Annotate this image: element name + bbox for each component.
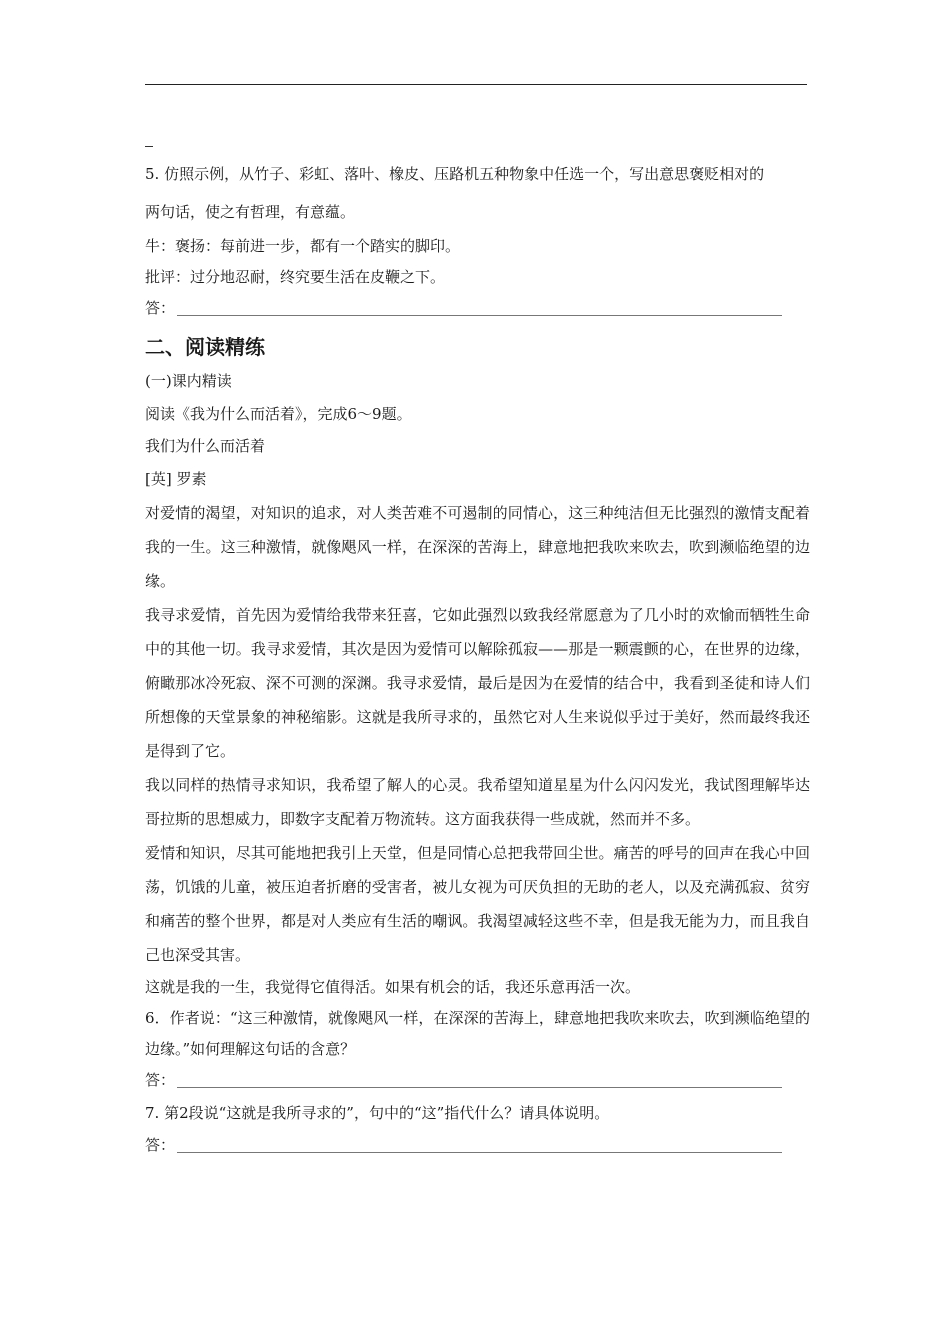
question-7-answer-row [145, 1130, 810, 1161]
question-7-text: 7. 第2段说“这就是我所寻求的”，句中的“这”指代什么？请具体说明。 [145, 1104, 610, 1122]
question-6-answer-row [145, 1065, 810, 1096]
reading-instruction: 阅读《我为什么而活着》，完成6～9题。 [145, 405, 412, 423]
question-5-line-2: 两句话，使之有哲理，有意蕴。 [145, 203, 356, 221]
article-paragraph-1: 对爱情的渴望，对知识的追求，对人类苦难不可遏制的同情心，这三种纯洁但无比强烈的激情支配着我的一生。这三种激情，就像飓风一样，在深深的苦海上，肆意地把我吹来吹去，吹到濒临绝望的边缘。 [145, 504, 810, 590]
article-paragraph-5: 这就是我的一生，我觉得它值得活。如果有机会的话，我还乐意再活一次。 [145, 978, 641, 996]
article-paragraph-2: 我寻求爱情，首先因为爱情给我带来狂喜，它如此强烈以致我经常愿意为了几小时的欢愉而牺牲生命中的其他一切。我寻求爱情，其次是因为爱情可以解除孤寂——那是一颗震颤的心，在世界的边缘，俯瞰那冰冷死寂、深不可测的深渊。我寻求爱情，最后是因为在爱情的结合中，我看到圣徒和诗人们所想像的天堂景象的神秘缩影。这就是我所寻求的，虽然它对人生来说似乎过于美好，然而最终我还是得到了它。 [145, 606, 810, 760]
question-6-text: 6．作者说：“这三种激情，就像飓风一样，在深深的苦海上，肆意地把我吹来吹去，吹到濒临绝望的边缘。”如何理解这句话的含意？ [145, 1009, 810, 1058]
answer-label: 答： [145, 299, 176, 317]
question-5-line-1: 5. 仿照示例，从竹子、彩虹、落叶、橡皮、压路机五种物象中任选一个，写出意思褒贬相对的 [145, 165, 765, 183]
article-paragraph-4: 爱情和知识，尽其可能地把我引上天堂，但是同情心总把我带回尘世。痛苦的呼号的回声在我心中回荡，饥饿的儿童，被压迫者折磨的受害者，被儿女视为可厌负担的无助的老人，以及充满孤寂、贫穷和痛苦的整个世界，都是对人类应有生活的嘲讽。我渴望减轻这些不幸，但是我无能为力，而且我自己也深受其害。 [145, 844, 810, 964]
section-title: 二、阅读精练 [145, 335, 265, 359]
document-body [145, 155, 810, 1161]
answer-blank-line[interactable] [177, 1152, 782, 1153]
article-author: [英] 罗素 [145, 470, 207, 488]
subsection-title: (一)课内精读 [145, 372, 232, 390]
question-5-answer-row [145, 293, 810, 324]
header-rule [145, 84, 807, 85]
question-5-example-praise: 牛：褒扬：每前进一步，都有一个踏实的脚印。 [145, 237, 461, 255]
question-5-example-criticism: 批评：过分地忍耐，终究要生活在皮鞭之下。 [145, 268, 446, 286]
answer-blank-line[interactable] [177, 1087, 782, 1088]
small-dash-mark [145, 146, 153, 147]
answer-blank-line[interactable] [177, 315, 782, 316]
article-paragraph-3: 我以同样的热情寻求知识，我希望了解人的心灵。我希望知道星星为什么闪闪发光，我试图理解毕达哥拉斯的思想威力，即数字支配着万物流转。这方面我获得一些成就，然而并不多。 [145, 776, 810, 828]
answer-label: 答： [145, 1071, 176, 1089]
answer-label: 答： [145, 1136, 176, 1154]
article-title: 我们为什么而活着 [145, 437, 266, 455]
